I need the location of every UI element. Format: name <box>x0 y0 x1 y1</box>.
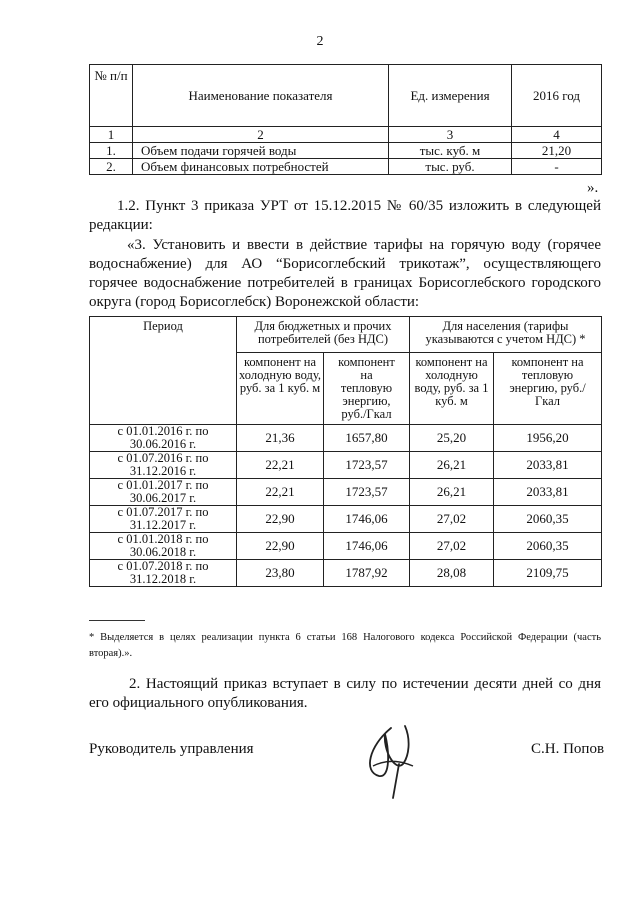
subheader-cell: компонент на тепловую энергию, руб./Гкал <box>324 353 410 425</box>
row-indicator: Объем финансовых потребностей <box>133 159 389 175</box>
row-value: 25,20 <box>410 425 494 452</box>
row-value: 26,21 <box>410 452 494 479</box>
paragraph-3: «3. Установить и ввести в действие тарифы на горячую воду (горячее водоснабжение) для АО “Борисоглебский трикотаж”, осуществляющего горячее водоснабжение потребителей в границах Борисоглебского городского округа (город Борисоглебск) Воронежской области: <box>89 237 601 310</box>
header-budget: Для бюджетных и прочих потребителей (без НДС) <box>237 317 410 353</box>
row-number: 1. <box>90 143 133 159</box>
row-value: 2033,81 <box>494 452 602 479</box>
row-value: 1787,92 <box>324 560 410 587</box>
row-value: 22,90 <box>237 506 324 533</box>
row-unit: тыс. куб. м <box>389 143 512 159</box>
row-period: с 01.07.2018 г. по 31.12.2018 г. <box>90 560 237 587</box>
paragraph-2: 2. Настоящий приказ вступает в силу по истечении десяти дней со дня его официального опубликования. <box>89 676 601 711</box>
row-value: 27,02 <box>410 506 494 533</box>
row-period: с 01.07.2016 г. по 31.12.2016 г. <box>90 452 237 479</box>
row-value: 21,36 <box>237 425 324 452</box>
subheader-cell: компонент на тепловую энергию, руб./Гкал <box>494 353 602 425</box>
row-value: 22,21 <box>237 479 324 506</box>
table-header-row <box>90 65 602 127</box>
header-number: № п/п <box>90 65 133 127</box>
row-value: 21,20 <box>512 143 602 159</box>
row-value: 2060,35 <box>494 506 602 533</box>
table-index-row <box>90 127 602 143</box>
page-number: 2 <box>316 34 324 49</box>
table-row <box>90 479 602 506</box>
table-row <box>90 143 602 159</box>
row-value: 28,08 <box>410 560 494 587</box>
header-period: Период <box>90 317 237 425</box>
row-value: 27,02 <box>410 533 494 560</box>
header-unit: Ед. измерения <box>389 65 512 127</box>
signature <box>355 720 425 800</box>
signatory-role: Руководитель управления <box>89 741 254 757</box>
row-value: - <box>512 159 602 175</box>
index-cell: 4 <box>512 127 602 143</box>
table-row <box>90 425 602 452</box>
subheader-cell: компонент на холодную воду, руб. за 1 куб. м <box>410 353 494 425</box>
row-value: 2060,35 <box>494 533 602 560</box>
row-value: 2109,75 <box>494 560 602 587</box>
table-row <box>90 506 602 533</box>
table-row <box>90 452 602 479</box>
row-value: 22,21 <box>237 452 324 479</box>
row-period: с 01.07.2017 г. по 31.12.2017 г. <box>90 506 237 533</box>
row-value: 1723,57 <box>324 452 410 479</box>
row-indicator: Объем подачи горячей воды <box>133 143 389 159</box>
table-row <box>90 560 602 587</box>
table-header-row <box>90 317 602 353</box>
footnote: * Выделяется в целях реализации пункта 6 статьи 168 Налогового кодекса Российской Федерации (часть вторая).». <box>89 632 601 659</box>
header-indicator: Наименование показателя <box>133 65 389 127</box>
row-value: 1657,80 <box>324 425 410 452</box>
row-period: с 01.01.2018 г. по 30.06.2018 г. <box>90 533 237 560</box>
index-cell: 1 <box>90 127 133 143</box>
row-value: 1746,06 <box>324 533 410 560</box>
row-number: 2. <box>90 159 133 175</box>
table-row <box>90 159 602 175</box>
footnote-divider <box>89 620 145 621</box>
tariffs-table <box>89 316 602 587</box>
row-value: 1956,20 <box>494 425 602 452</box>
signatory-name: С.Н. Попов <box>531 741 605 757</box>
index-cell: 3 <box>389 127 512 143</box>
row-value: 1746,06 <box>324 506 410 533</box>
row-value: 2033,81 <box>494 479 602 506</box>
index-cell: 2 <box>133 127 389 143</box>
header-population: Для населения (тарифы указываются с учетом НДС) * <box>410 317 602 353</box>
subheader-cell: компонент на холодную воду, руб. за 1 куб. м <box>237 353 324 425</box>
row-unit: тыс. руб. <box>389 159 512 175</box>
row-value: 1723,57 <box>324 479 410 506</box>
volumes-table <box>89 64 602 175</box>
table-row <box>90 533 602 560</box>
row-value: 22,90 <box>237 533 324 560</box>
closing-quote: ». <box>587 180 599 196</box>
paragraph-1-2: 1.2. Пункт 3 приказа УРТ от 15.12.2015 № 60/35 изложить в следующей редакции: <box>89 198 601 233</box>
row-period: с 01.01.2016 г. по 30.06.2016 г. <box>90 425 237 452</box>
row-value: 26,21 <box>410 479 494 506</box>
header-year: 2016 год <box>512 65 602 127</box>
row-value: 23,80 <box>237 560 324 587</box>
row-period: с 01.01.2017 г. по 30.06.2017 г. <box>90 479 237 506</box>
